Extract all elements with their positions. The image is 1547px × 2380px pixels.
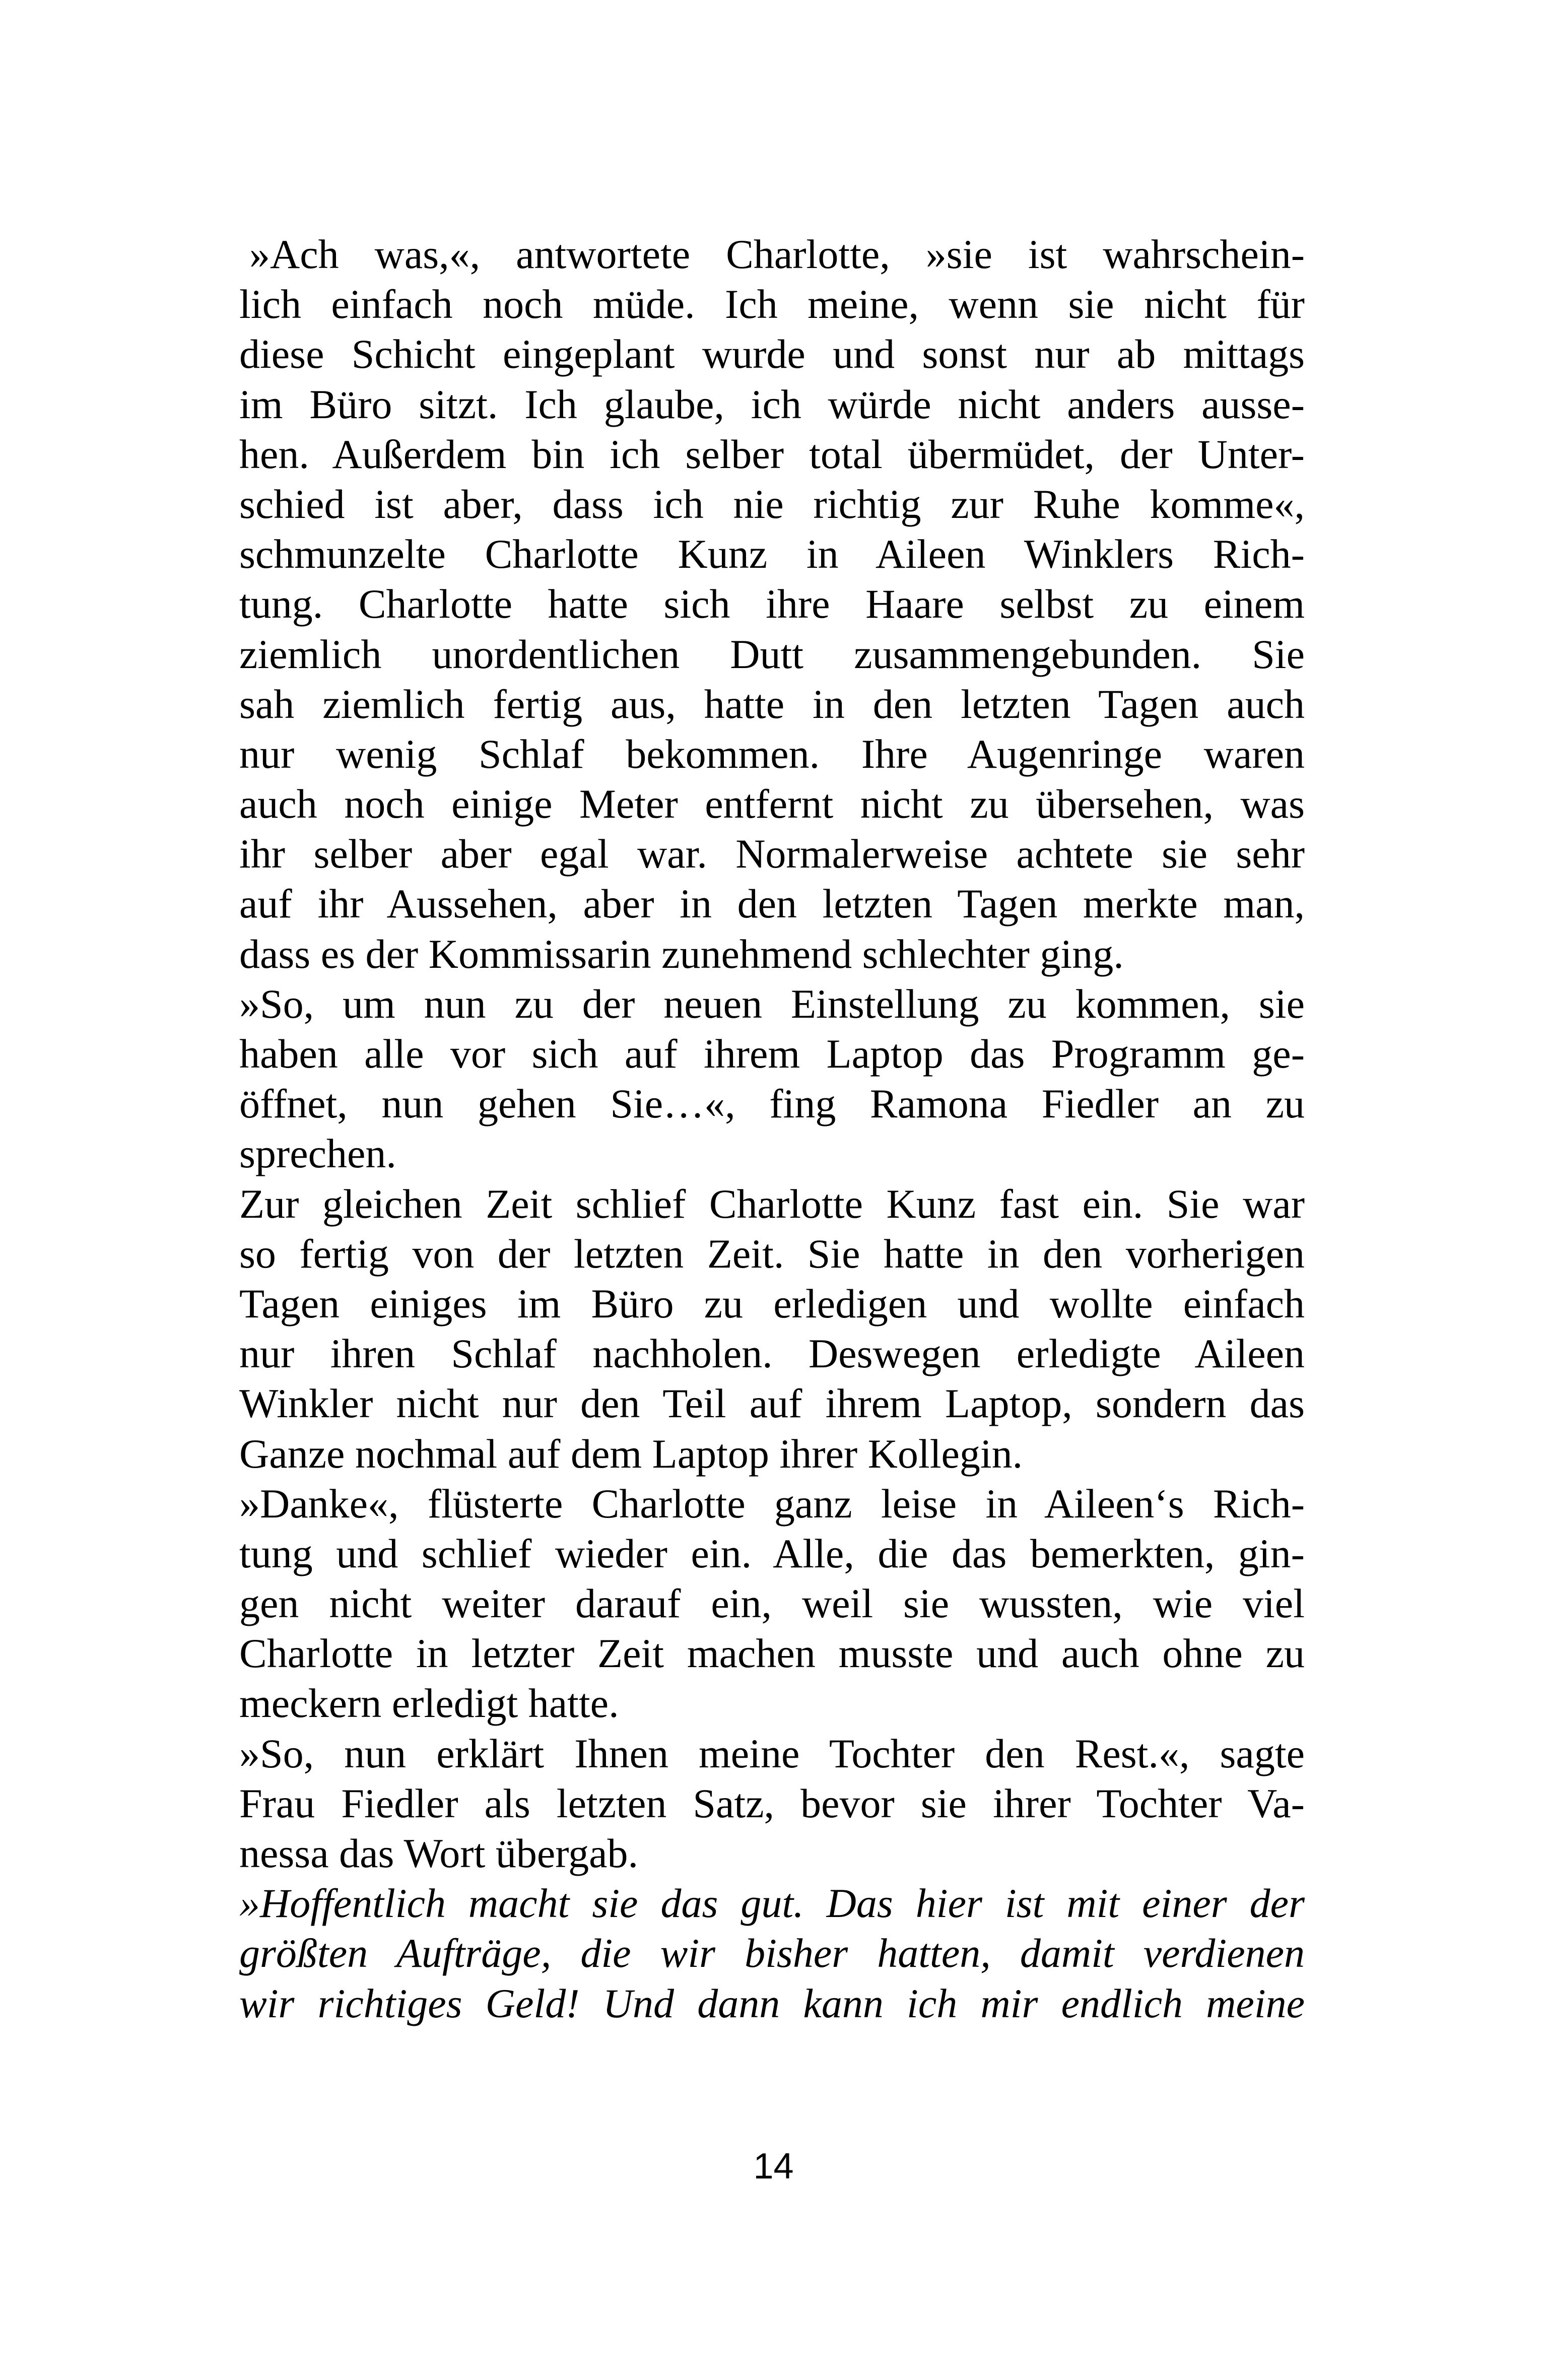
text-line: so fertig von der letzten Zeit. Sie hatte in den vorherigen [239,1230,1305,1277]
text-line: haben alle vor sich auf ihrem Laptop das Programm ge- [239,1031,1305,1077]
text-line: »So, um nun zu der neuen Einstellung zu kommen, sie [239,980,1305,1027]
text-line: Frau Fiedler als letzten Satz, bevor sie ihrer Tochter Va- [239,1780,1305,1826]
text-line: schmunzelte Charlotte Kunz in Aileen Winklers Rich- [239,531,1305,577]
text-line: sprechen. [239,1131,396,1177]
text-line: ihr selber aber egal war. Normalerweise achtete sie sehr [239,831,1305,877]
text-line: wir richtiges Geld! Und dann kann ich mir endlich meine [239,1980,1305,2026]
text-line: ziemlich unordentlichen Dutt zusammengebunden. Sie [239,631,1305,677]
text-line: im Büro sitzt. Ich glaube, ich würde nicht anders ausse- [239,381,1305,427]
page-number: 14 [753,2146,794,2187]
text-line: dass es der Kommissarin zunehmend schlechter ging. [239,931,1124,977]
text-line: diese Schicht eingeplant wurde und sonst nur ab mittags [239,331,1305,377]
text-line: tung und schlief wieder ein. Alle, die das bemerkten, gin- [239,1530,1305,1576]
text-line: »Danke«, flüsterte Charlotte ganz leise in Aileen‘s Rich- [239,1480,1305,1527]
text-line: Tagen einiges im Büro zu erledigen und wollte einfach [239,1280,1305,1327]
text-line: Zur gleichen Zeit schlief Charlotte Kunz fast ein. Sie war [239,1180,1305,1227]
text-line: Winkler nicht nur den Teil auf ihrem Laptop, sondern das [239,1380,1305,1427]
text-line: tung. Charlotte hatte sich ihre Haare selbst zu einem [239,581,1305,627]
text-line: auch noch einige Meter entfernt nicht zu übersehen, was [239,781,1305,827]
text-line: meckern erledigt hatte. [239,1680,619,1727]
text-line: Charlotte in letzter Zeit machen musste und auch ohne zu [239,1630,1305,1677]
text-line: nessa das Wort übergab. [239,1830,638,1876]
text-line: lich einfach noch müde. Ich meine, wenn sie nicht für [239,281,1305,327]
body-text [239,229,1305,2028]
text-line: schied ist aber, dass ich nie richtig zur Ruhe komme«, [239,481,1305,527]
text-line: »Ach was,«, antwortete Charlotte, »sie ist wahrschein- [249,231,1305,277]
text-line: nur wenig Schlaf bekommen. Ihre Augenringe waren [239,731,1305,777]
text-line: »So, nun erklärt Ihnen meine Tochter den Rest.«, sagte [239,1730,1305,1776]
text-line: hen. Außerdem bin ich selber total übermüdet, der Unter- [239,431,1305,477]
text-line: Ganze nochmal auf dem Laptop ihrer Kollegin. [239,1430,1023,1477]
text-line: gen nicht weiter darauf ein, weil sie wussten, wie viel [239,1580,1305,1627]
text-line: größten Aufträge, die wir bisher hatten, damit verdienen [239,1930,1305,1976]
text-line: sah ziemlich fertig aus, hatte in den letzten Tagen auch [239,681,1305,727]
text-line: »Hoffentlich macht sie das gut. Das hier ist mit einer der [239,1880,1305,1927]
text-line: nur ihren Schlaf nachholen. Deswegen erledigte Aileen [239,1331,1305,1377]
text-line: öffnet, nun gehen Sie…«, fing Ramona Fiedler an zu [239,1081,1305,1127]
text-line: auf ihr Aussehen, aber in den letzten Tagen merkte man, [239,881,1305,927]
